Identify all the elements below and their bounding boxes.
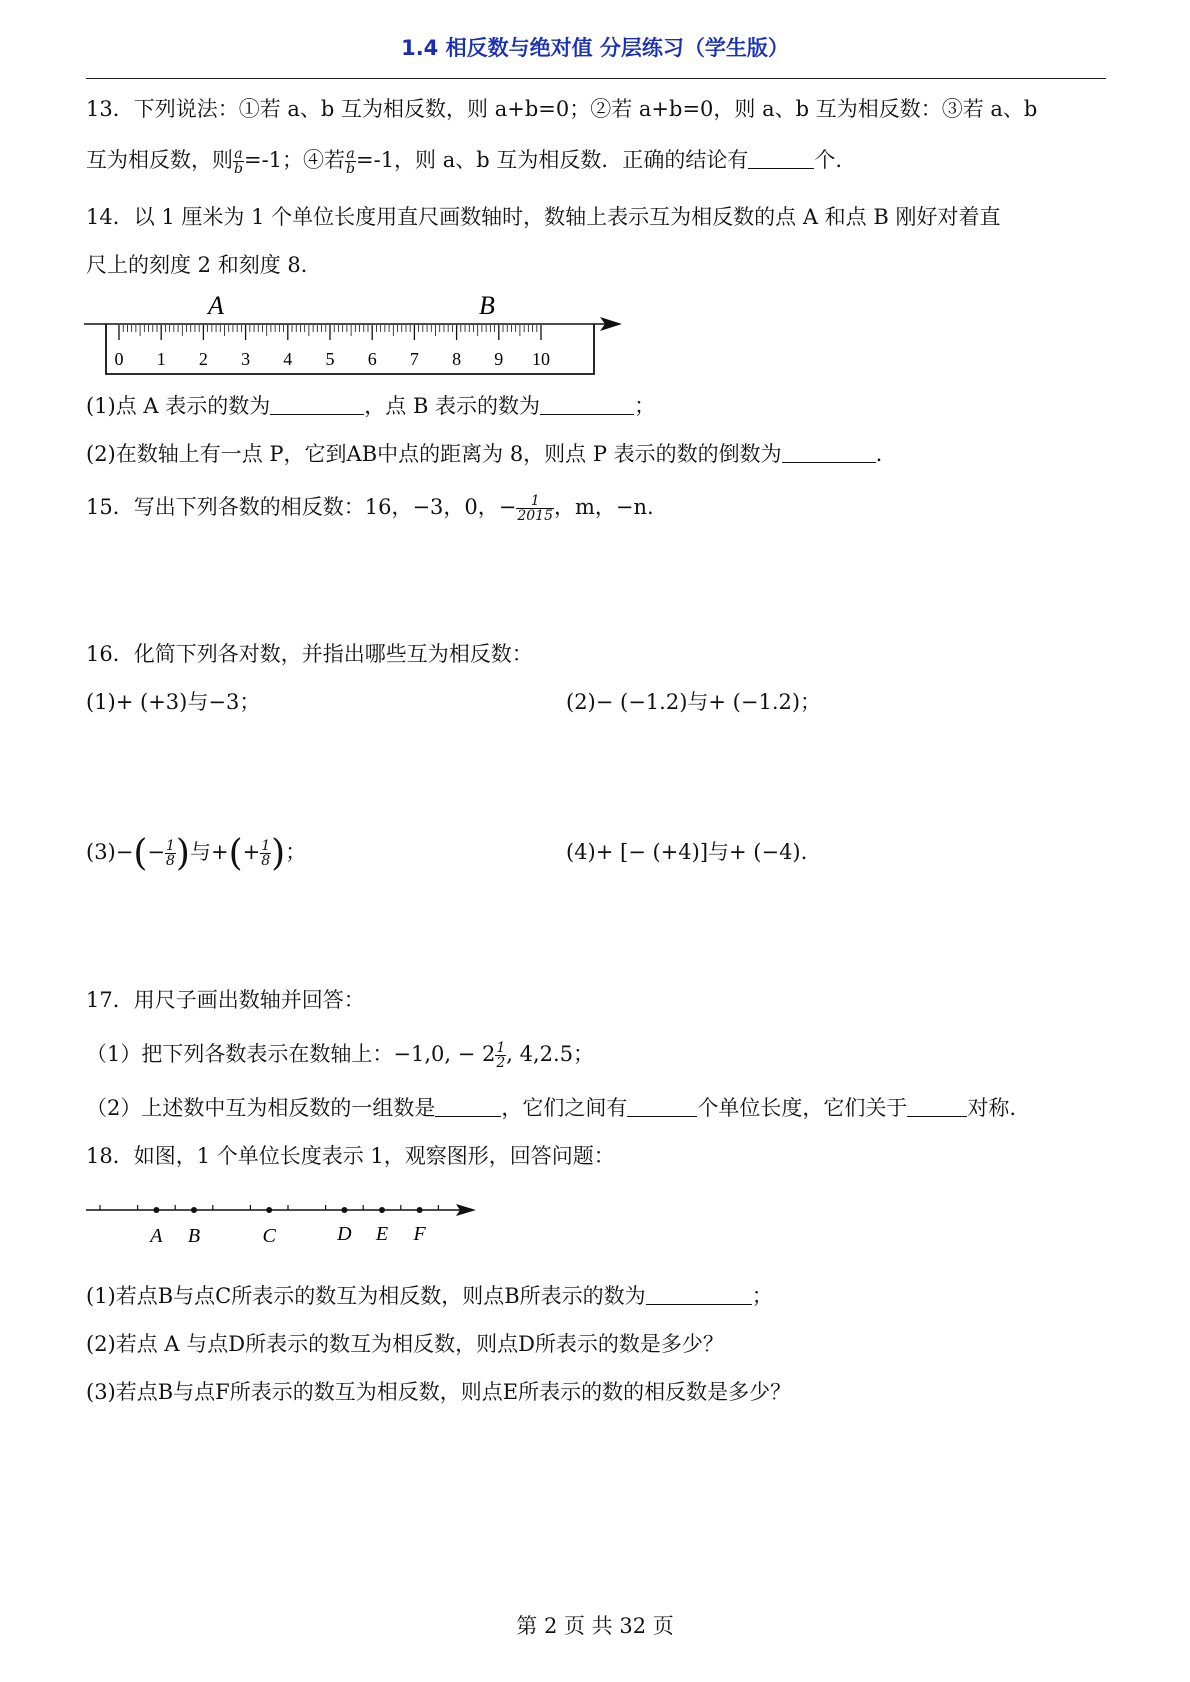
q18-part2: (2)若点 A 与点D所表示的数互为相反数，则点D所表示的数是多少？ — [86, 1332, 724, 1356]
q18-number-line — [84, 1196, 484, 1246]
q15-fraction: $\frac{1}{2015}$ — [517, 493, 553, 524]
q13-fraction-1: $\frac{a}{b}$ — [234, 146, 243, 177]
q14-part2: (2)在数轴上有一点 P，它到AB中点的距离为 8，则点 P 表示的数的倒数为 . — [86, 442, 883, 466]
ruler-figure — [84, 288, 624, 388]
ruler-label-7: 7 — [409, 349, 419, 369]
q17-symmetry-blank[interactable] — [907, 1098, 967, 1117]
q16-p3-fraction-1: $\frac{1}{8}$ — [166, 838, 175, 869]
q17-part2: （2）上述数中互为相反数的一组数是 ，它们之间有 个单位长度，它们关于 对称. — [86, 1096, 1017, 1120]
ruler-label-3: 3 — [241, 349, 251, 369]
q13-line2 — [86, 146, 842, 176]
ruler-point-a: A — [208, 291, 224, 320]
page-title: 1.4 相反数与绝对值 分层练习（学生版） — [401, 36, 789, 60]
q18-label-E: E — [375, 1223, 389, 1245]
q13-answer-blank[interactable] — [748, 150, 814, 169]
q18-points — [148, 1207, 426, 1246]
q18-label-F: F — [413, 1223, 426, 1245]
ruler-label-9: 9 — [494, 349, 504, 369]
q14-part1: (1)点 A 表示的数为 ，点 B 表示的数为 ； — [86, 394, 656, 418]
q18-stem: 18．如图，1 个单位长度表示 1，观察图形，回答问题： — [86, 1144, 615, 1168]
ruler-label-8: 8 — [452, 349, 462, 369]
q16-stem: 16．化简下列各对数，并指出哪些互为相反数： — [86, 642, 533, 666]
q18-part1: (1)若点B与点C所表示的数互为相反数，则点B所表示的数为 ； — [86, 1284, 773, 1308]
q18-label-C: C — [262, 1225, 276, 1246]
q17-stem: 17．用尺子画出数轴并回答： — [86, 988, 365, 1012]
q14-p-blank[interactable] — [782, 444, 876, 463]
q16-part2: (2)− (−1.2)与+ (−1.2)； — [566, 690, 822, 714]
q18-label-B: B — [187, 1225, 201, 1246]
q18-point-C — [266, 1207, 272, 1213]
ruler-label-0: 0 — [114, 349, 124, 369]
q13-text-a: 互为相反数，则 — [86, 148, 233, 172]
q17-fraction: $\frac{1}{2}$ — [496, 1040, 506, 1071]
ruler-label-10: 10 — [532, 349, 550, 369]
ruler-label-6: 6 — [367, 349, 377, 369]
q15-line: 15．写出下列各数的相反数：16，−3，0，− $\frac{1}{2015}$ ，m，−n. — [86, 493, 654, 524]
ruler-label-5: 5 — [325, 349, 335, 369]
q16-p3-fraction-2: $\frac{1}{8}$ — [261, 838, 271, 869]
q16-part3: (3)−(− $\frac{1}{8}$ )与+(+ $\frac{1}{8}$ )； — [86, 833, 307, 874]
ruler-ticks — [119, 325, 541, 340]
q13-line1: 13．下列说法：①若 a、b 互为相反数，则 a+b=0；②若 a+b=0，则 a、b 互为相反数：③若 a、b — [86, 97, 1038, 121]
q14-a-blank[interactable] — [270, 396, 364, 415]
q13-text-c: =-1，则 a、b 互为相反数．正确的结论有 — [356, 148, 749, 172]
q18-point-A — [153, 1207, 159, 1213]
q14-line1: 14．以 1 厘米为 1 个单位长度用直尺画数轴时，数轴上表示互为相反数的点 A 和点 B 刚好对着直 — [86, 205, 1001, 229]
q17-pair-blank[interactable] — [435, 1098, 501, 1117]
q14-line2: 尺上的刻度 2 和刻度 8． — [86, 253, 322, 277]
q18-part3: (3)若点B与点F所表示的数互为相反数，则点E所表示的数的相反数是多少？ — [86, 1380, 792, 1404]
q18-point-F — [417, 1207, 423, 1213]
q14-b-blank[interactable] — [540, 396, 634, 415]
q16-part1: (1)+ (+3)与−3； — [86, 690, 261, 714]
q18-label-A: A — [150, 1225, 163, 1246]
page-footer: 第 2 页 共 32 页 — [516, 1614, 674, 1638]
header-rule — [86, 78, 1106, 79]
ruler-label-4: 4 — [283, 349, 293, 369]
ruler-label-1: 1 — [156, 349, 166, 369]
q16-part4: (4)+ [− (+4)]与+ (−4). — [566, 840, 808, 864]
ruler-point-b: B — [479, 291, 495, 320]
q13-text-b: =-1；④若 — [243, 148, 346, 172]
q17-part1: （1）把下列各数表示在数轴上：−1,0, − 2 $\frac{1}{2}$ , 4,2.5； — [86, 1040, 595, 1071]
q18-point-B — [191, 1207, 197, 1213]
q13-fraction-2: $\frac{a}{b}$ — [346, 146, 355, 177]
ruler-label-2: 2 — [198, 349, 208, 369]
q13-text-end: 个. — [814, 148, 843, 172]
q18-point-E — [379, 1207, 385, 1213]
q17-units-blank[interactable] — [627, 1098, 697, 1117]
q18-label-D: D — [337, 1223, 352, 1245]
q18-point-D — [341, 1207, 347, 1213]
ruler-labels — [115, 349, 551, 369]
q18-b-blank[interactable] — [646, 1286, 752, 1305]
